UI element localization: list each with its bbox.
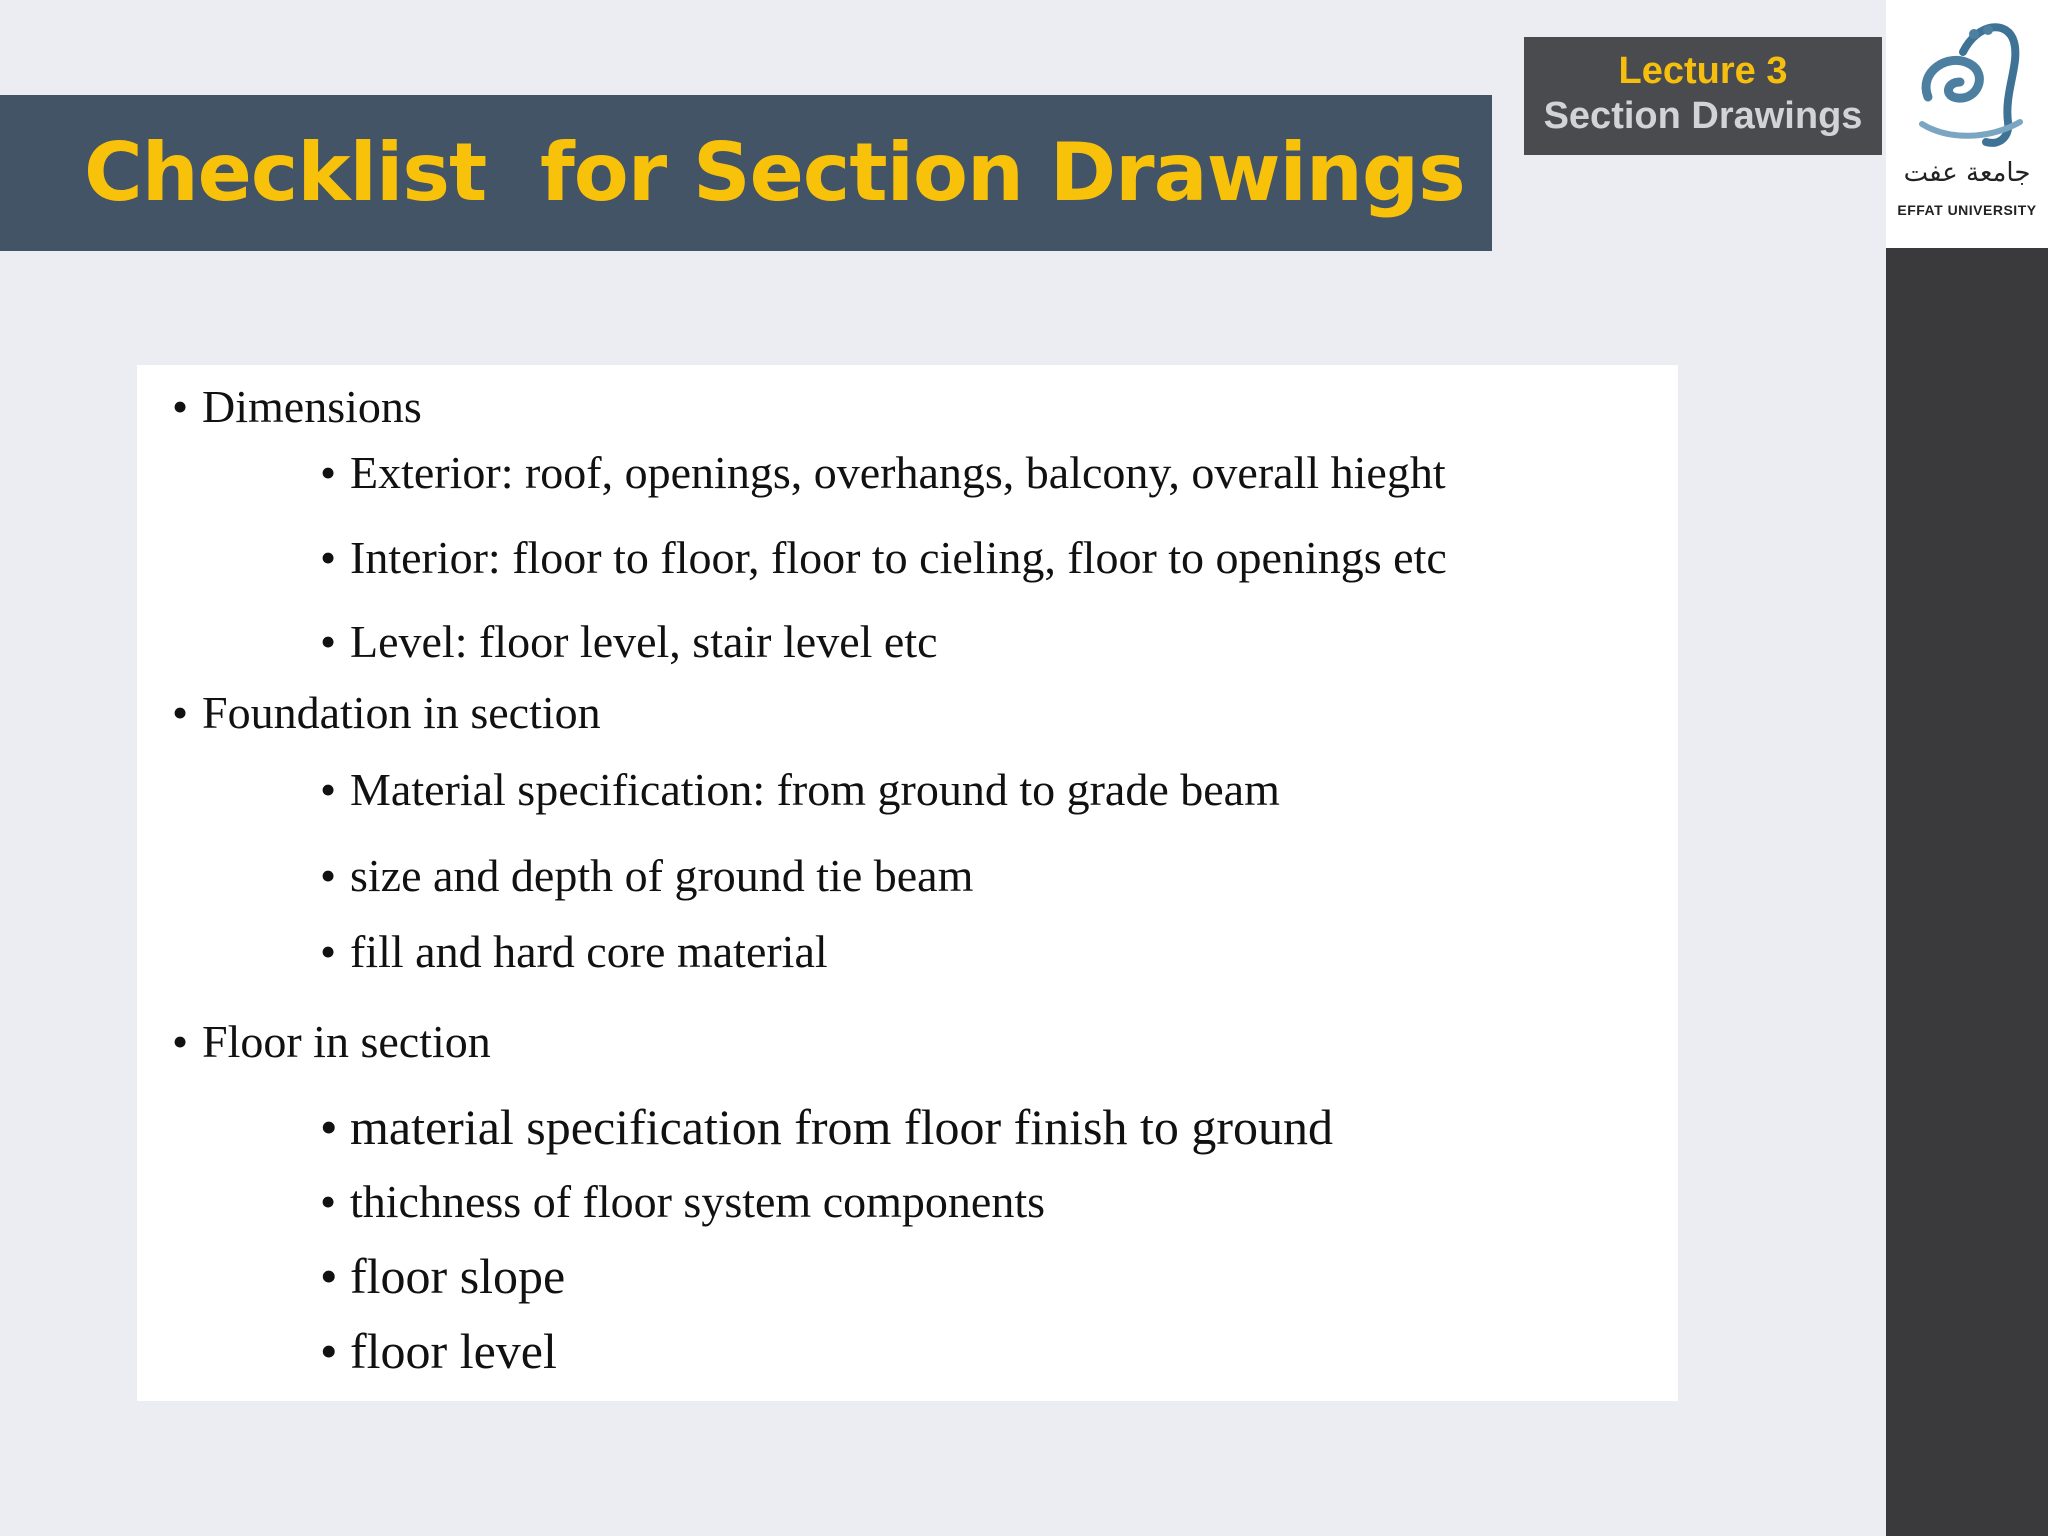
lecture-number: Lecture 3 <box>1618 50 1788 92</box>
logo-arabic-name: جامعة عفت <box>1903 158 2031 188</box>
list-item-label: size and depth of ground tie beam <box>350 850 974 901</box>
checklist-panel <box>137 365 1678 1401</box>
university-logo <box>1886 0 2048 248</box>
list-item-exterior <box>320 446 1446 499</box>
calligraphy-logo-icon <box>1908 12 2026 152</box>
slide-title: Checklist for Section Drawings <box>84 126 1465 219</box>
list-item-label: floor level <box>350 1323 557 1379</box>
list-item-fill <box>320 925 828 978</box>
list-item-tie-beam <box>320 849 973 902</box>
list-item-label: material specification from floor finish to ground <box>350 1099 1334 1155</box>
bullet-marker: • <box>320 447 337 498</box>
bullet-marker: • <box>172 687 189 738</box>
bullet-marker: • <box>172 1016 189 1067</box>
list-item-foundation <box>172 686 601 739</box>
bullet-marker: • <box>320 850 337 901</box>
list-item-label: Foundation in section <box>202 687 601 738</box>
list-item-label: Dimensions <box>202 381 422 432</box>
bullet-marker: • <box>320 1248 338 1304</box>
list-item-floor-material <box>320 1098 1333 1156</box>
list-item-label: fill and hard core material <box>350 926 828 977</box>
list-item-label: Interior: floor to floor, floor to cieling, floor to openings etc <box>350 532 1447 583</box>
bullet-marker: • <box>320 1099 338 1155</box>
list-item-level <box>320 615 938 668</box>
bullet-marker: • <box>320 1176 337 1227</box>
list-item-material-spec <box>320 763 1280 816</box>
lecture-subtitle: Section Drawings <box>1543 95 1863 137</box>
lecture-badge <box>1524 37 1882 155</box>
bullet-marker: • <box>172 381 189 432</box>
list-item-thickness <box>320 1175 1045 1228</box>
list-item-label: Level: floor level, stair level etc <box>350 616 938 667</box>
list-item-label: Exterior: roof, openings, overhangs, balcony, overall hieght <box>350 447 1446 498</box>
list-item-interior <box>320 531 1447 584</box>
title-bar <box>0 95 1492 251</box>
list-item-label: thichness of floor system components <box>350 1176 1046 1227</box>
list-item-label: Material specification: from ground to grade beam <box>350 764 1280 815</box>
list-item-floor <box>172 1015 491 1068</box>
list-item-label: floor slope <box>350 1248 566 1304</box>
list-item-dimensions <box>172 380 422 433</box>
bullet-marker: • <box>320 764 337 815</box>
list-item-label: Floor in section <box>202 1016 491 1067</box>
bullet-marker: • <box>320 926 337 977</box>
list-item-floor-level <box>320 1322 557 1380</box>
logo-english-name: EFFAT UNIVERSITY <box>1897 202 2037 218</box>
bullet-marker: • <box>320 616 337 667</box>
bullet-marker: • <box>320 532 337 583</box>
list-item-slope <box>320 1247 565 1305</box>
bullet-marker: • <box>320 1323 338 1379</box>
